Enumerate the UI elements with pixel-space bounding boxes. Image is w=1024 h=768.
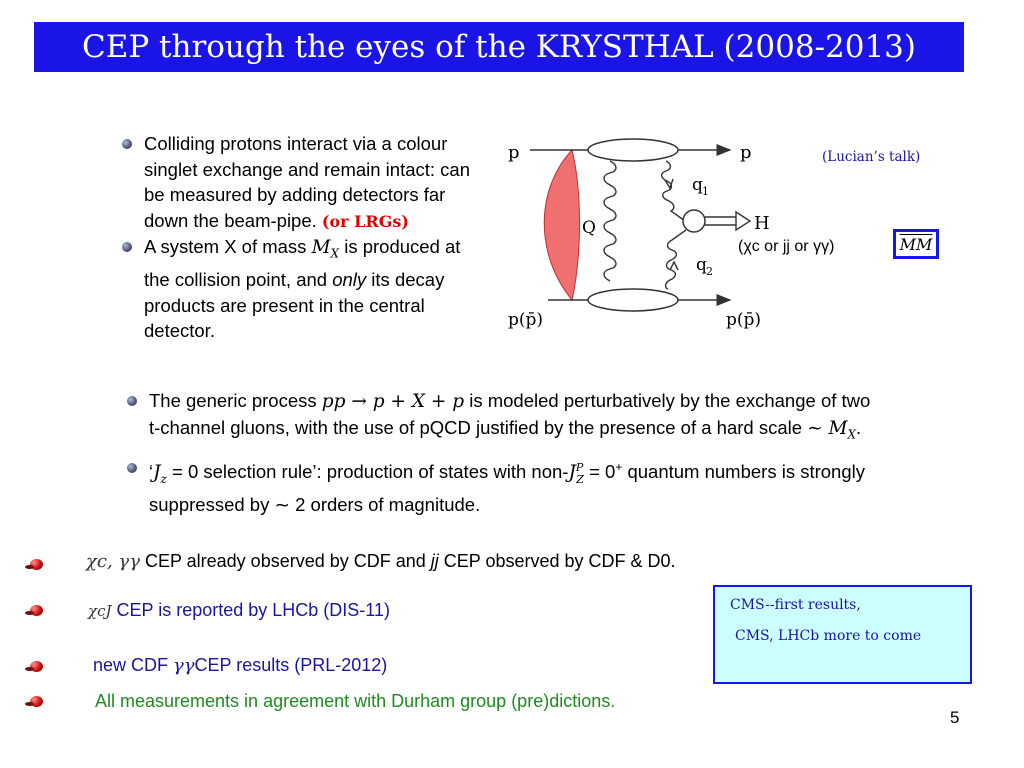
label-p-top-left: p	[508, 142, 520, 163]
hard-scale-subscript: X	[847, 427, 857, 442]
result-4-text: All measurements in agreement with Durham group (pre)dictions.	[95, 691, 616, 711]
cms-line-2: CMS, LHCb more to come	[735, 628, 922, 644]
process-bullet-2-pre: ‘	[149, 460, 154, 482]
result-3-text2: CEP results (PRL-2012)	[194, 655, 388, 675]
result-3-symbol: γγ	[173, 655, 195, 676]
page-number: 5	[950, 708, 960, 727]
intro-bullet-2-mid: is produced at the collision point, and	[144, 236, 461, 291]
bullet-icon	[127, 396, 137, 406]
jpz-symbol: J	[568, 461, 576, 483]
red-bullet-icon	[30, 605, 43, 616]
label-H: H	[754, 213, 770, 234]
slide-title: CEP through the eyes of the KRYSTHAL (2008-2013)	[81, 29, 917, 65]
process-bullet-2	[123, 455, 883, 518]
process-bullet-1-post: .	[856, 416, 862, 438]
result-3-text: new CDF	[93, 655, 174, 675]
proton-blob-top	[588, 139, 678, 161]
cms-box	[713, 585, 972, 684]
bullet-icon	[122, 139, 132, 149]
result-line-3	[93, 655, 387, 676]
gluon-Q	[604, 161, 616, 281]
bullet-icon	[127, 463, 137, 473]
bullet-icon	[122, 242, 132, 252]
label-q2: q	[696, 255, 707, 275]
hard-scale-symbol: ∼ M	[807, 417, 848, 439]
red-bullet-icon	[30, 696, 43, 707]
title-bar	[34, 22, 964, 72]
intro-bullet-2	[118, 234, 488, 344]
jz-subscript: z	[160, 471, 167, 486]
result-1-symbol: χc, γγ	[86, 551, 140, 572]
higgs-blob	[683, 210, 705, 232]
process-bullet-2-mid2: = 0	[583, 460, 616, 482]
process-formula: pp → p + X + p	[321, 391, 465, 412]
jpz-subscript: Z	[576, 472, 584, 486]
process-bullet-1	[123, 388, 883, 448]
plus-superscript: +	[615, 459, 623, 474]
red-bullet-icon	[30, 559, 43, 570]
lucian-note: (Lucian’s talk)	[822, 149, 921, 165]
process-bullet-2-mid: = 0 selection rule’: production of states with non-	[166, 460, 569, 482]
result-2-symbol: χcJ	[88, 602, 112, 620]
result-line-4	[95, 691, 615, 712]
mm-label: $\overline{MM}$	[899, 234, 933, 254]
result-1-text2: CEP observed by CDF & D0.	[438, 551, 676, 571]
process-bullet-1-mid: is modeled perturbatively by the exchange of two t-channel gluons, with the use of pQCD justified by the presence of a hard scale	[149, 390, 871, 438]
jpz-superscript: P	[575, 460, 584, 474]
mm-box	[893, 229, 939, 259]
red-bullet-icon	[30, 661, 43, 672]
proton-blob-bottom	[588, 289, 678, 311]
jz-symbol: J	[153, 461, 161, 483]
intro-bullet-1	[118, 131, 488, 234]
mass-symbol: M	[311, 237, 331, 258]
lrg-note: (or LRGs)	[321, 211, 409, 231]
intro-bullet-2-pre: A system X of mass	[144, 236, 312, 257]
process-bullet-1-pre: The generic process	[149, 390, 322, 411]
label-states: (χc or jj or γγ)	[738, 238, 835, 255]
gap-shape	[544, 150, 579, 300]
intro-bullet-2-post: its decay products are present in the central detector.	[144, 269, 445, 342]
label-q1: q	[692, 175, 703, 195]
gluon-q2	[666, 230, 686, 289]
label-p-bottom-left: p(p̄)	[508, 310, 544, 330]
result-line-2	[88, 600, 390, 621]
label-q1-sub: 1	[702, 185, 709, 198]
label-p-top-right: p	[740, 142, 752, 163]
label-q2-sub: 2	[706, 265, 713, 278]
mass-subscript: X	[330, 246, 340, 261]
intro-bullet-2-em: only	[332, 269, 367, 291]
result-2-text: CEP is reported by LHCb (DIS-11)	[111, 600, 390, 620]
process-bullet-2-post: quantum numbers is strongly suppressed by ∼ 2 orders of magnitude.	[149, 460, 865, 516]
result-1-em: jj	[430, 551, 439, 571]
intro-bullet-list	[118, 131, 488, 344]
result-line-1	[86, 551, 676, 572]
label-Q: Q	[582, 218, 596, 238]
label-p-bottom-right: p(p̄)	[726, 310, 762, 330]
cms-line-1: CMS--first results,	[730, 597, 861, 613]
intro-bullet-1-text: Colliding protons interact via a colour singlet exchange and remain intact: can be measured by adding detectors far down the beam-pipe.	[144, 133, 471, 231]
gluon-q1	[662, 161, 685, 221]
process-bullet-list	[123, 388, 883, 518]
result-1-text: CEP already observed by CDF and	[139, 551, 431, 571]
